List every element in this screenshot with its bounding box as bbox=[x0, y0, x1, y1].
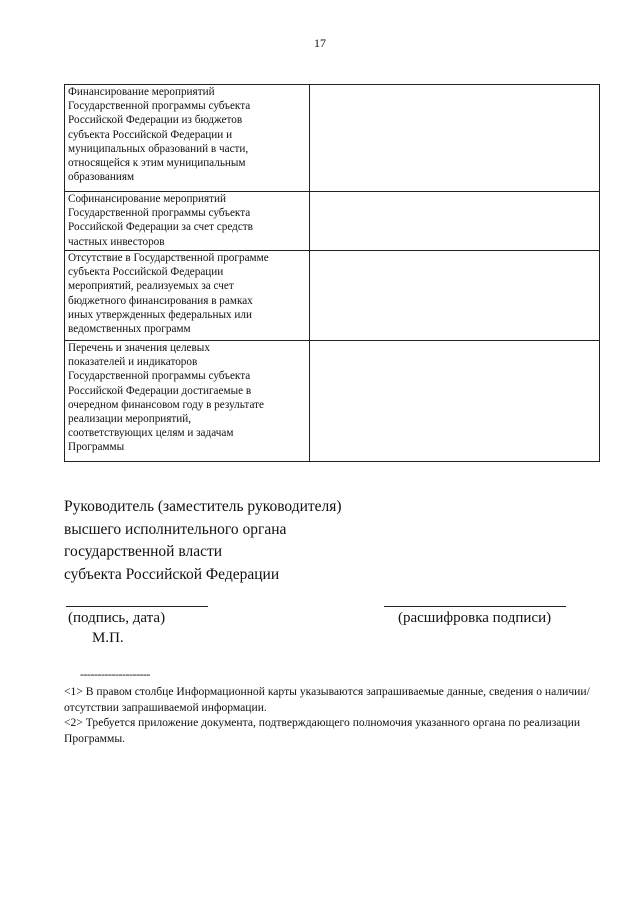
label-line: Перечень и значения целевых bbox=[68, 342, 210, 354]
info-card-table bbox=[64, 84, 600, 462]
label-line: Софинансирование мероприятий bbox=[68, 193, 227, 205]
footnote-item: <2> Требуется приложение документа, подтверждающего полномочия указанного органа по реализации Программы. bbox=[64, 716, 581, 745]
footnotes bbox=[64, 684, 604, 746]
table-cell-label bbox=[65, 251, 310, 341]
signatory-line: субъекта Российской Федерации bbox=[64, 565, 280, 583]
table-row bbox=[65, 251, 600, 341]
label-line: Финансирование мероприятий bbox=[68, 86, 215, 98]
label-line: частных инвесторов bbox=[68, 235, 165, 248]
signatory-line: государственной власти bbox=[64, 543, 223, 560]
table-cell-label bbox=[65, 85, 310, 192]
page-number: 17 bbox=[314, 36, 326, 50]
table-cell-value bbox=[310, 251, 600, 341]
signature-line bbox=[66, 606, 208, 607]
label-line: показателей и индикаторов bbox=[68, 356, 198, 369]
table-row bbox=[65, 192, 600, 251]
label-line: Государственной программы субъекта bbox=[68, 370, 251, 383]
label-line: Государственной программы субъекта bbox=[68, 207, 251, 220]
label-line: субъекта Российской Федерации bbox=[68, 266, 224, 279]
label-line: соответствующих целям и задачам bbox=[68, 427, 234, 440]
table-cell-value bbox=[310, 85, 600, 192]
label-line: ведомственных программ bbox=[68, 323, 191, 336]
label-line: очередном финансовом году в результате bbox=[68, 398, 264, 411]
footnote-item: <1> В правом столбце Информационной карты указываются запрашиваемые данные, сведения о наличии/отсутствии запрашиваемой информации. bbox=[64, 685, 590, 714]
signature-caption: (подпись, дата) bbox=[68, 610, 166, 626]
signature-decoding-caption: (расшифровка подписи) bbox=[398, 610, 552, 626]
label-line: иных утвержденных федеральных или bbox=[68, 308, 252, 321]
label-line: Российской Федерации из бюджетов bbox=[68, 114, 243, 127]
stamp-label: М.П. bbox=[92, 630, 124, 646]
label-line: субъекта Российской Федерации и bbox=[68, 128, 233, 141]
label-line: Программы bbox=[68, 441, 125, 454]
label-line: Российской Федерации достигаемые в bbox=[68, 384, 252, 397]
label-line: бюджетного финансирования в рамках bbox=[68, 294, 253, 307]
footnote-separator: -------------------- bbox=[80, 667, 150, 681]
label-line: образованиям bbox=[68, 171, 135, 184]
signature-decoding-line bbox=[384, 606, 566, 607]
label-line: Российской Федерации за счет средств bbox=[68, 221, 253, 234]
signatory-line: высшего исполнительного органа bbox=[64, 520, 287, 538]
label-line: относящейся к этим муниципальным bbox=[68, 157, 246, 170]
table-cell-label bbox=[65, 341, 310, 462]
label-line: муниципальных образований в части, bbox=[68, 142, 249, 155]
table-cell-value bbox=[310, 341, 600, 462]
label-line: Государственной программы субъекта bbox=[68, 100, 251, 113]
signatory-line: Руководитель (заместитель руководителя) bbox=[64, 498, 342, 515]
label-line: реализации мероприятий, bbox=[68, 413, 192, 426]
table-row bbox=[65, 85, 600, 192]
table-cell-label bbox=[65, 192, 310, 251]
table-row bbox=[65, 341, 600, 462]
signatory-block bbox=[64, 496, 342, 586]
label-line: Отсутствие в Государственной программе bbox=[68, 252, 269, 264]
table-cell-value bbox=[310, 192, 600, 251]
label-line: мероприятий, реализуемых за счет bbox=[68, 280, 234, 293]
